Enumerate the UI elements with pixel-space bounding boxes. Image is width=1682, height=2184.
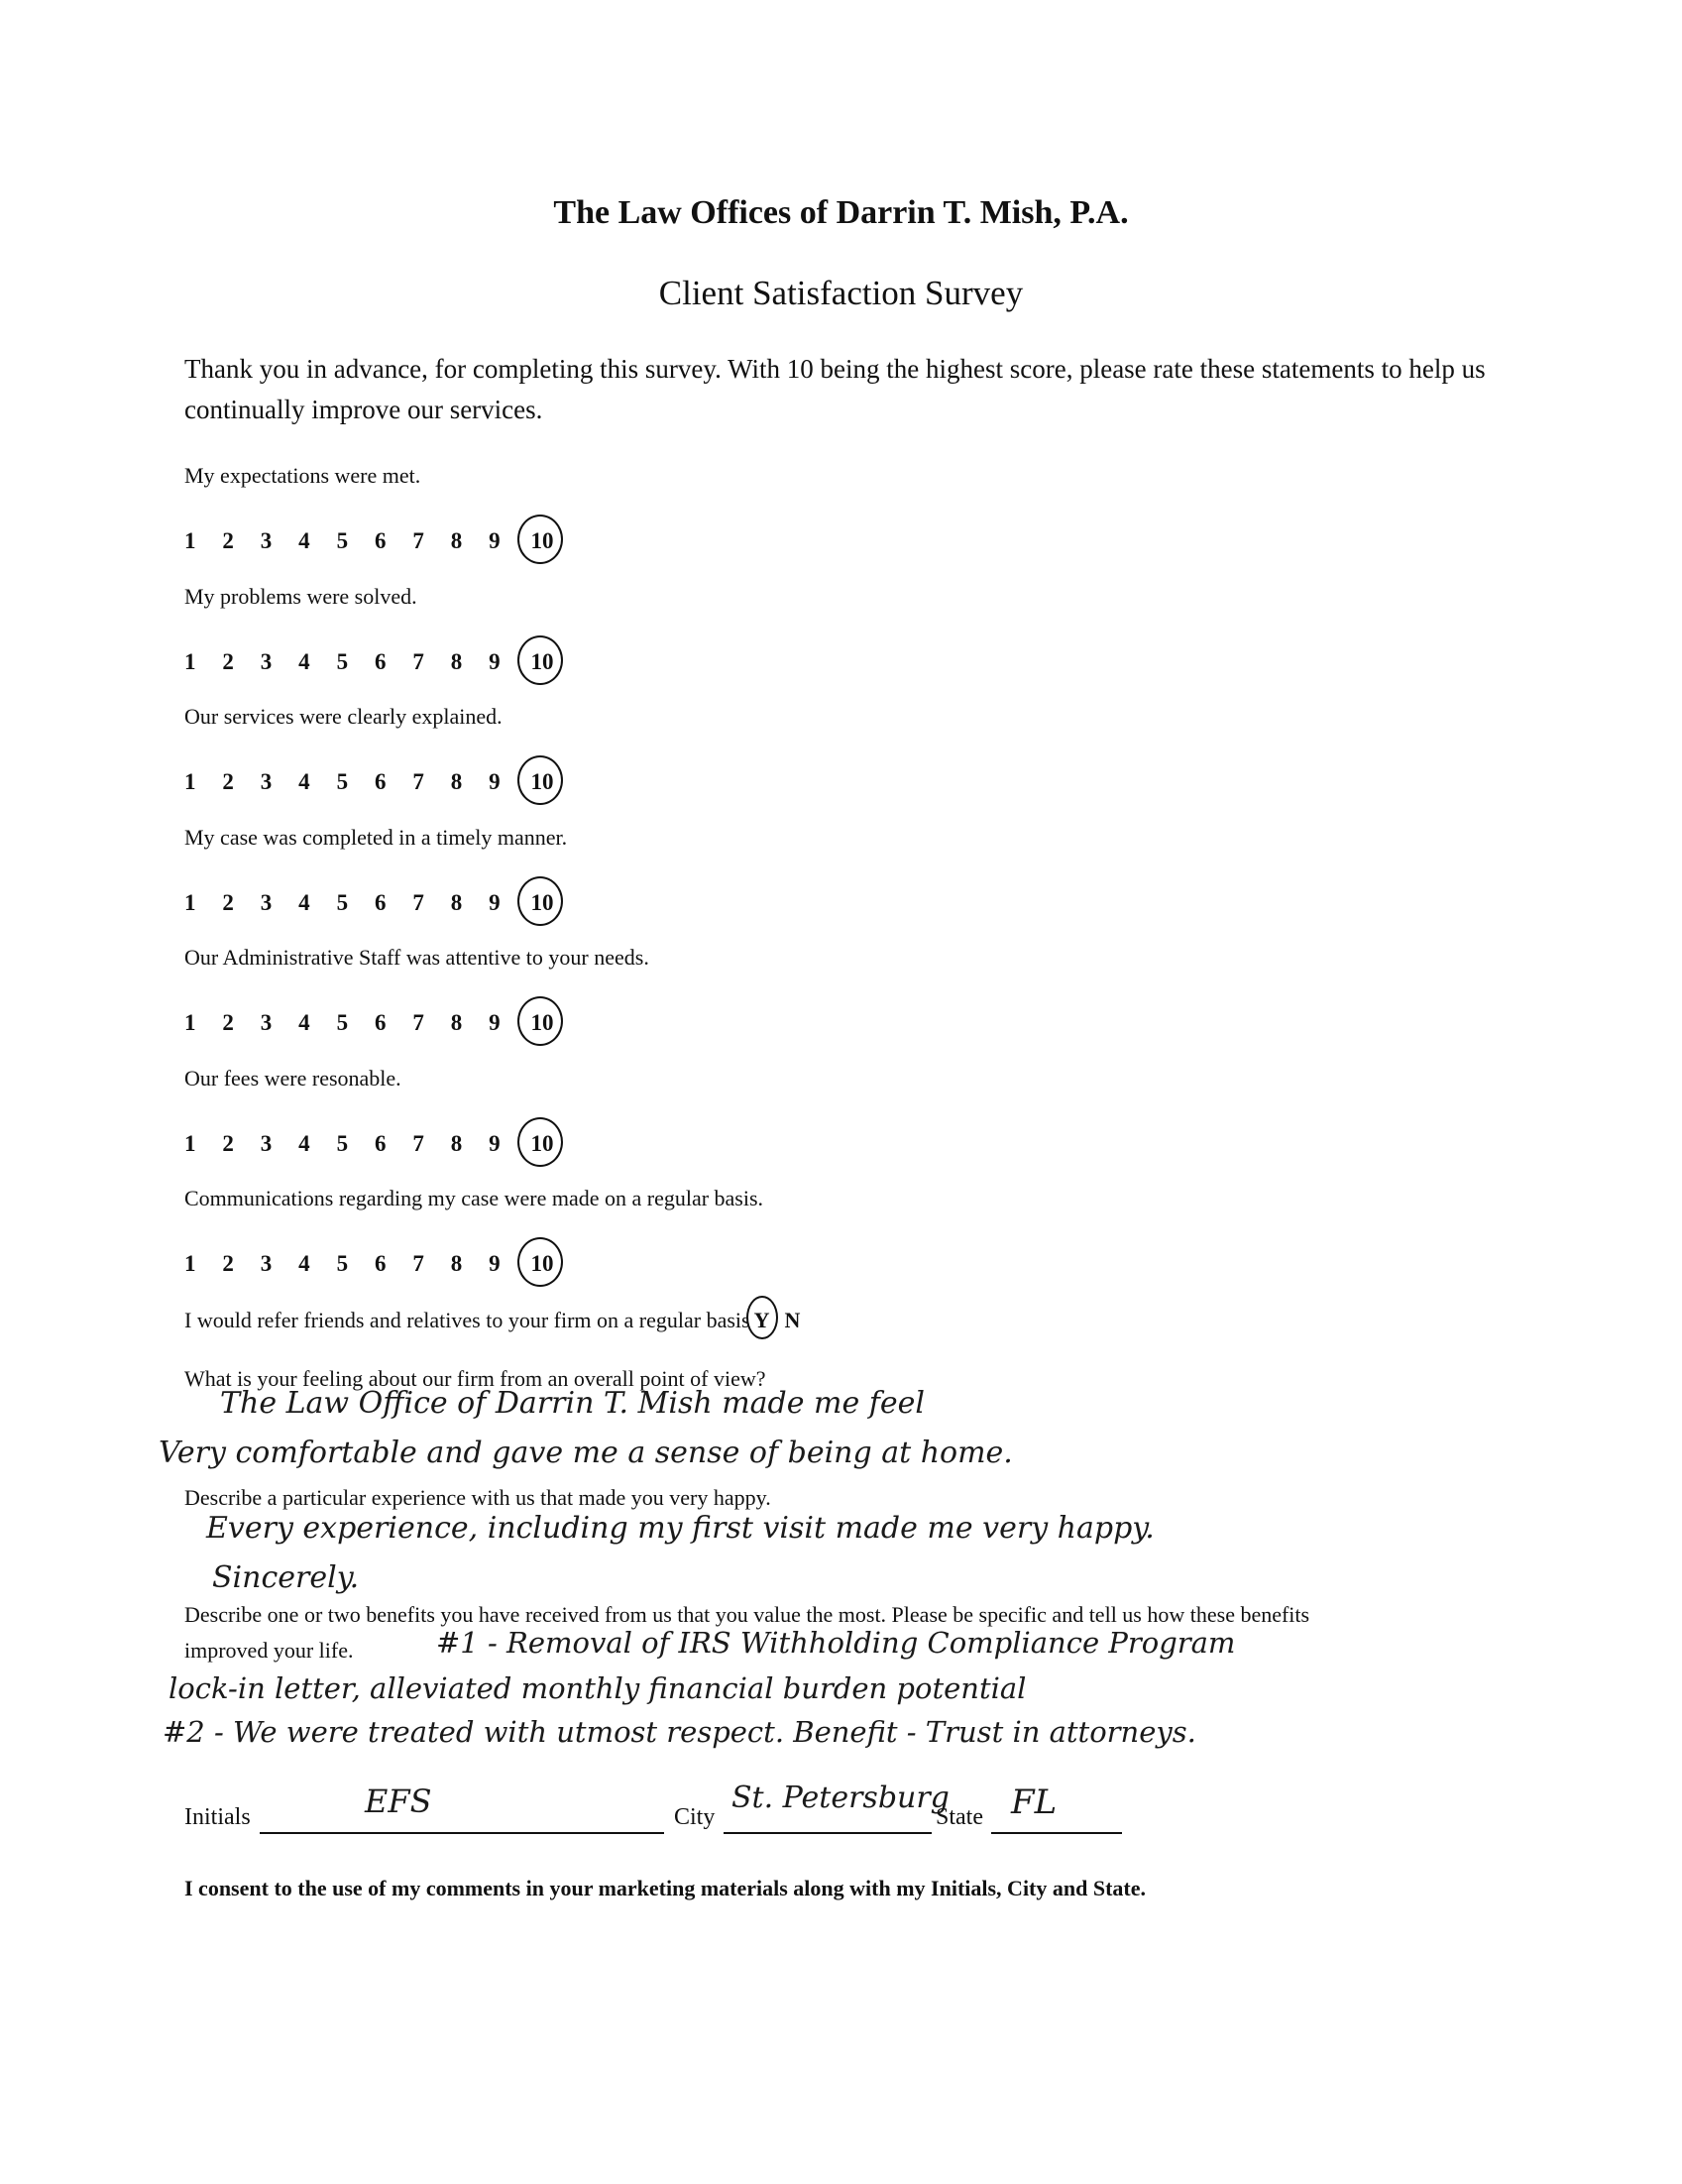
- rating-option-2[interactable]: 2: [222, 528, 234, 553]
- experience-question: Describe a particular experience with us that made you very happy.: [184, 1485, 771, 1510]
- rating-option-1[interactable]: 1: [184, 528, 196, 553]
- benefits-answer-line-1: #1 - Removal of IRS Withholding Compliance Program: [436, 1626, 1236, 1660]
- selection-circle: [517, 515, 563, 564]
- question-2-scale: [184, 649, 554, 675]
- rating-option-9[interactable]: 9: [489, 1010, 501, 1035]
- rating-option-6[interactable]: 6: [374, 528, 387, 553]
- rating-option-4[interactable]: 4: [298, 1130, 310, 1156]
- question-6-scale: [184, 1131, 554, 1157]
- rating-option-7[interactable]: 7: [412, 528, 424, 553]
- rating-option-10[interactable]: 10: [527, 1010, 554, 1036]
- rating-option-9[interactable]: 9: [489, 889, 501, 915]
- rating-option-4[interactable]: 4: [298, 1010, 310, 1035]
- rating-option-7[interactable]: 7: [412, 1251, 424, 1276]
- rating-option-6[interactable]: 6: [374, 1130, 387, 1156]
- rating-option-9[interactable]: 9: [489, 769, 501, 794]
- rating-option-3[interactable]: 3: [260, 648, 273, 674]
- rating-option-1[interactable]: 1: [184, 889, 196, 915]
- rating-option-3[interactable]: 3: [260, 889, 273, 915]
- selection-circle: [517, 876, 563, 926]
- intro-text: Thank you in advance, for completing this survey. With 10 being the highest score, please rate these statements to help us continually improve our services.: [184, 354, 1486, 424]
- question-6-label: Our fees were resonable.: [184, 1065, 401, 1091]
- rating-option-1[interactable]: 1: [184, 769, 196, 794]
- rating-option-8[interactable]: 8: [450, 1251, 463, 1276]
- rating-option-4[interactable]: 4: [298, 1251, 310, 1276]
- rating-option-1[interactable]: 1: [184, 1251, 196, 1276]
- rating-option-8[interactable]: 8: [450, 528, 463, 553]
- selection-circle: [517, 755, 563, 805]
- selection-circle: [517, 635, 563, 685]
- selection-circle: [517, 996, 563, 1046]
- rating-option-10[interactable]: 10: [527, 1131, 554, 1157]
- page-title: The Law Offices of Darrin T. Mish, P.A.: [553, 194, 1129, 231]
- rating-option-5[interactable]: 5: [336, 1251, 349, 1276]
- rating-option-2[interactable]: 2: [222, 769, 234, 794]
- rating-option-2[interactable]: 2: [222, 1251, 234, 1276]
- rating-option-4[interactable]: 4: [298, 528, 310, 553]
- state-label: State: [936, 1804, 983, 1830]
- rating-option-7[interactable]: 7: [412, 769, 424, 794]
- rating-option-6[interactable]: 6: [374, 1251, 387, 1276]
- rating-option-8[interactable]: 8: [450, 769, 463, 794]
- rating-option-10[interactable]: 10: [527, 769, 554, 795]
- initials-value: EFS: [365, 1782, 432, 1820]
- consent-text: I consent to the use of my comments in your marketing materials along with my Initials, City and State.: [184, 1876, 1147, 1900]
- rating-option-5[interactable]: 5: [336, 1010, 349, 1035]
- rating-option-8[interactable]: 8: [450, 889, 463, 915]
- feeling-question: What is your feeling about our firm from an overall point of view?: [184, 1366, 766, 1391]
- question-5-label: Our Administrative Staff was attentive to your needs.: [184, 945, 649, 970]
- rating-option-2[interactable]: 2: [222, 889, 234, 915]
- initials-label: Initials: [184, 1804, 251, 1830]
- rating-option-8[interactable]: 8: [450, 1010, 463, 1035]
- rating-option-3[interactable]: 3: [260, 1130, 273, 1156]
- refer-no-option[interactable]: N: [784, 1308, 801, 1332]
- rating-option-7[interactable]: 7: [412, 889, 424, 915]
- rating-option-8[interactable]: 8: [450, 1130, 463, 1156]
- benefits-question-line-1: Describe one or two benefits you have received from us that you value the most. Please be specific and tell us how these benefits: [184, 1602, 1310, 1627]
- benefits-answer-line-3: #2 - We were treated with utmost respect. Benefit - Trust in attorneys.: [163, 1715, 1196, 1749]
- question-3-scale: [184, 769, 554, 795]
- initials-line: [260, 1832, 664, 1834]
- city-value: St. Petersburg: [731, 1781, 950, 1815]
- question-1-label: My expectations were met.: [184, 463, 421, 488]
- rating-option-10[interactable]: 10: [527, 1251, 554, 1277]
- question-4-scale: [184, 890, 554, 916]
- rating-option-10[interactable]: 10: [527, 528, 554, 554]
- refer-question: [184, 1308, 800, 1333]
- question-1-scale: [184, 528, 554, 554]
- rating-option-10[interactable]: 10: [527, 649, 554, 675]
- refer-text: I would refer friends and relatives to your firm on a regular basis: [184, 1308, 750, 1332]
- rating-option-8[interactable]: 8: [450, 648, 463, 674]
- rating-option-6[interactable]: 6: [374, 889, 387, 915]
- rating-option-5[interactable]: 5: [336, 889, 349, 915]
- rating-option-1[interactable]: 1: [184, 648, 196, 674]
- rating-option-4[interactable]: 4: [298, 769, 310, 794]
- rating-option-6[interactable]: 6: [374, 769, 387, 794]
- question-7-scale: [184, 1251, 554, 1277]
- rating-option-6[interactable]: 6: [374, 648, 387, 674]
- survey-title: Client Satisfaction Survey: [658, 274, 1024, 312]
- rating-option-3[interactable]: 3: [260, 528, 273, 553]
- rating-option-6[interactable]: 6: [374, 1010, 387, 1035]
- rating-option-5[interactable]: 5: [336, 528, 349, 553]
- rating-option-10[interactable]: 10: [527, 890, 554, 916]
- benefits-question-line-2: improved your life.: [184, 1638, 354, 1663]
- rating-option-2[interactable]: 2: [222, 1130, 234, 1156]
- state-line: [991, 1832, 1122, 1834]
- rating-option-1[interactable]: 1: [184, 1010, 196, 1035]
- question-7-label: Communications regarding my case were made on a regular basis.: [184, 1186, 764, 1210]
- rating-option-3[interactable]: 3: [260, 1251, 273, 1276]
- experience-answer-line-2: Sincerely.: [212, 1560, 360, 1595]
- rating-option-7[interactable]: 7: [412, 1130, 424, 1156]
- question-5-scale: [184, 1010, 554, 1036]
- rating-option-7[interactable]: 7: [412, 1010, 424, 1035]
- rating-option-2[interactable]: 2: [222, 1010, 234, 1035]
- rating-option-9[interactable]: 9: [489, 528, 501, 553]
- question-3-label: Our services were clearly explained.: [184, 704, 503, 729]
- benefits-answer-line-2: lock-in letter, alleviated monthly financial burden potential: [168, 1671, 1027, 1705]
- city-line: [724, 1832, 932, 1834]
- rating-option-4[interactable]: 4: [298, 648, 310, 674]
- rating-option-9[interactable]: 9: [489, 648, 501, 674]
- refer-yes-option[interactable]: Y: [750, 1308, 774, 1333]
- rating-option-9[interactable]: 9: [489, 1251, 501, 1276]
- rating-option-9[interactable]: 9: [489, 1130, 501, 1156]
- question-2-label: My problems were solved.: [184, 583, 417, 609]
- selection-circle: [746, 1296, 778, 1339]
- rating-option-5[interactable]: 5: [336, 648, 349, 674]
- rating-option-5[interactable]: 5: [336, 1130, 349, 1156]
- experience-answer-line-1: Every experience, including my first visit made me very happy.: [206, 1511, 1155, 1546]
- state-value: FL: [1011, 1782, 1058, 1822]
- feeling-answer-line-1: The Law Office of Darrin T. Mish made me feel: [220, 1386, 925, 1421]
- rating-option-3[interactable]: 3: [260, 1010, 273, 1035]
- rating-option-3[interactable]: 3: [260, 769, 273, 794]
- rating-option-2[interactable]: 2: [222, 648, 234, 674]
- question-4-label: My case was completed in a timely manner.: [184, 824, 568, 850]
- city-label: City: [674, 1804, 716, 1830]
- rating-option-7[interactable]: 7: [412, 648, 424, 674]
- selection-circle: [517, 1237, 563, 1287]
- rating-option-5[interactable]: 5: [336, 769, 349, 794]
- feeling-answer-line-2: Very comfortable and gave me a sense of being at home.: [159, 1436, 1013, 1470]
- rating-option-1[interactable]: 1: [184, 1130, 196, 1156]
- rating-option-4[interactable]: 4: [298, 889, 310, 915]
- selection-circle: [517, 1117, 563, 1167]
